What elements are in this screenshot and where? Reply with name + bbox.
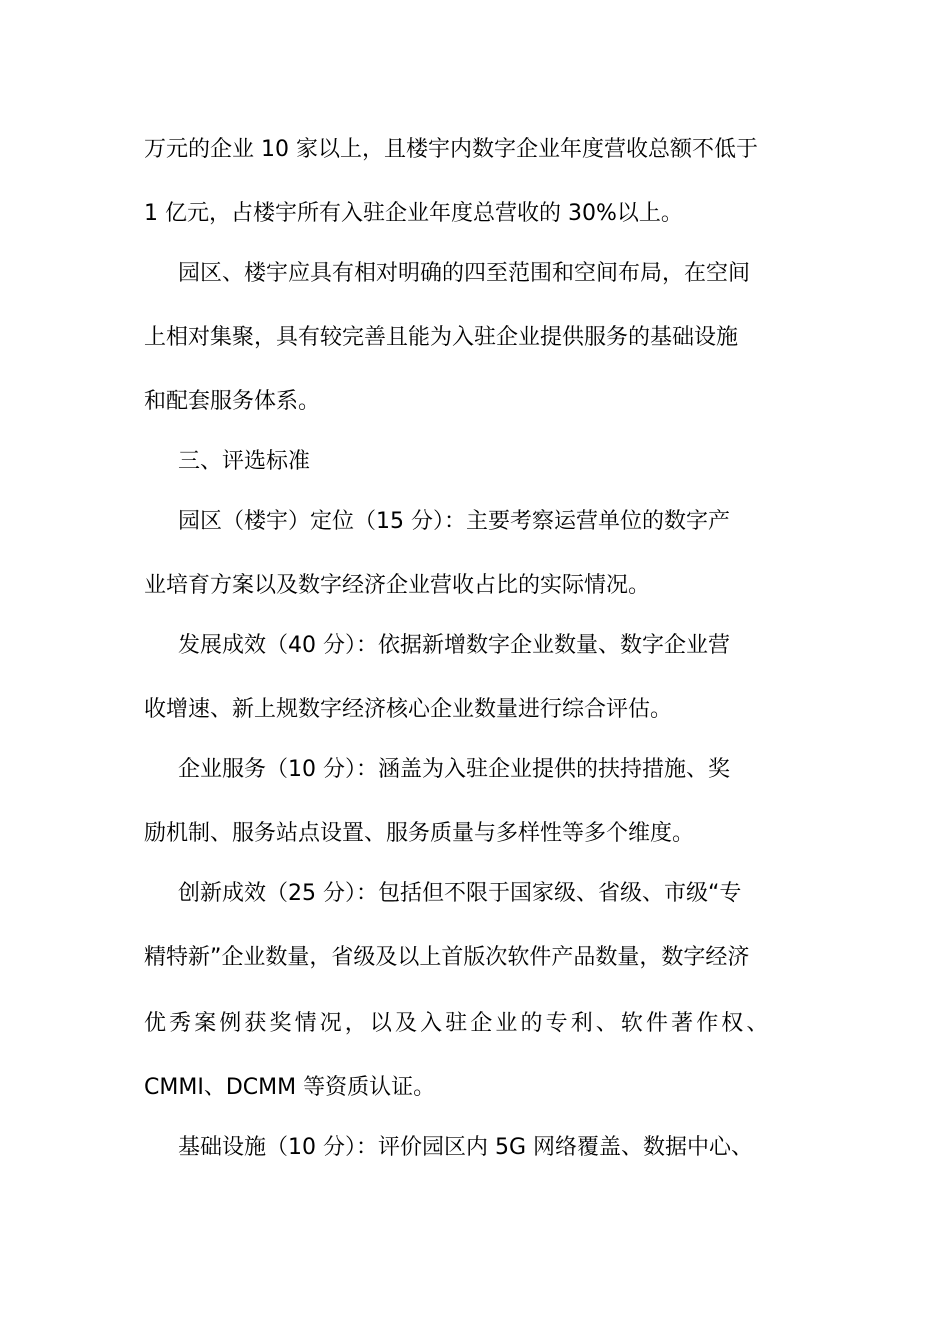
- paragraph-line: 优秀案例获奖情况，以及入驻企业的专利、软件著作权、: [144, 1011, 772, 1036]
- paragraph-line: 收增速、新上规数字经济核心企业数量进行综合评估。: [144, 697, 673, 722]
- paragraph-line: 企业服务（10 分）：涵盖为入驻企业提供的扶持措施、奖: [178, 757, 730, 782]
- paragraph-line: CMMI、DCMM 等资质认证。: [144, 1075, 436, 1100]
- section-heading: 三、评选标准: [178, 449, 311, 474]
- paragraph-line: 和配套服务体系。: [144, 389, 321, 414]
- paragraph-line: 园区（楼宇）定位（15 分）：主要考察运营单位的数字产: [178, 509, 730, 534]
- paragraph-line: 1 亿元，占楼宇所有入驻企业年度总营收的 30%以上。: [144, 201, 683, 226]
- paragraph-line: 上相对集聚，具有较完善且能为入驻企业提供服务的基础设施: [144, 325, 739, 350]
- paragraph-line: 精特新”企业数量，省级及以上首版次软件产品数量，数字经济: [144, 945, 750, 970]
- paragraph-line: 创新成效（25 分）：包括但不限于国家级、省级、市级“专: [178, 881, 742, 906]
- paragraph-line: 励机制、服务站点设置、服务质量与多样性等多个维度。: [144, 821, 695, 846]
- paragraph-line: 园区、楼宇应具有相对明确的四至范围和空间布局，在空间: [178, 261, 751, 286]
- paragraph-line: 基础设施（10 分）：评价园区内 5G 网络覆盖、数据中心、: [178, 1135, 754, 1160]
- paragraph-line: 万元的企业 10 家以上，且楼宇内数字企业年度营收总额不低于: [144, 137, 758, 162]
- paragraph-line: 业培育方案以及数字经济企业营收占比的实际情况。: [144, 573, 651, 598]
- paragraph-line: 发展成效（40 分）：依据新增数字企业数量、数字企业营: [178, 633, 730, 658]
